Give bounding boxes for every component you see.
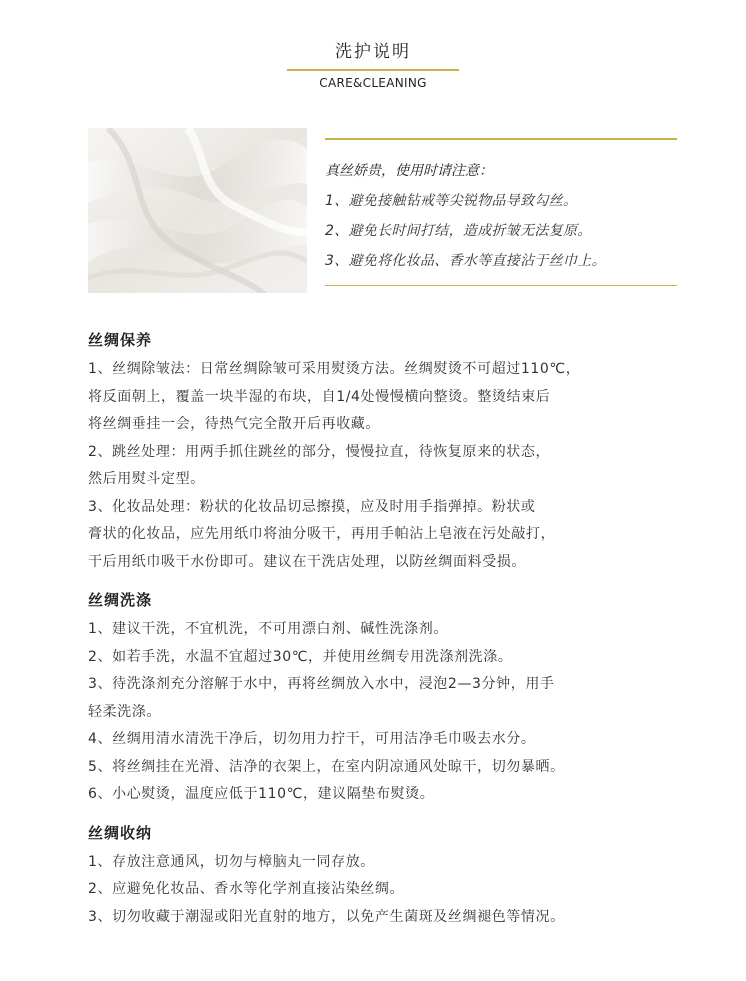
page-title: 洗护说明 xyxy=(335,42,411,62)
section-heading: 丝绸洗涤 xyxy=(88,591,153,609)
section-line: 1、存放注意通风，切勿与樟脑丸一同存放。 xyxy=(88,853,375,870)
notice-box xyxy=(325,138,677,286)
notice-title: 真丝娇贵，使用时请注意： xyxy=(325,162,493,179)
section-heading: 丝绸保养 xyxy=(88,331,153,349)
section-line: 轻柔洗涤。 xyxy=(88,703,161,720)
section-line: 2、跳丝处理：用两手抓住跳丝的部分，慢慢拉直，待恢复原来的状态， xyxy=(88,443,551,460)
section-line: 将反面朝上，覆盖一块半湿的布块，自1/4处慢慢横向整烫。整烫结束后 xyxy=(88,388,551,405)
section-heading: 丝绸收纳 xyxy=(88,823,153,842)
section-line: 1、丝绸除皱法：日常丝绸除皱可采用熨烫方法。丝绸熨烫不可超过110℃， xyxy=(88,361,581,377)
section-line: 3、化妆品处理：粉状的化妆品切忌擦摸，应及时用手指弹掉。粉状或 xyxy=(88,498,536,515)
section-line: 4、丝绸用清水清洗干净后，切勿用力拧干，可用洁净毛巾吸去水分。 xyxy=(88,731,536,747)
title-underline xyxy=(287,69,459,71)
section-line: 2、如若手洗，水温不宜超过30℃，并使用丝绸专用洗涤剂洗涤。 xyxy=(88,648,513,665)
section-line: 3、待洗涤剂充分溶解于水中，再将丝绸放入水中，浸泡2—3分钟，用手 xyxy=(88,676,555,692)
section-line: 3、切勿收藏于潮湿或阳光直射的地方，以免产生菌斑及丝绸褪色等情况。 xyxy=(88,908,565,925)
section-line: 1、建议干洗，不宜机洗，不可用漂白剂、碱性洗涤剂。 xyxy=(88,621,448,637)
section-line: 5、将丝绸挂在光滑、洁净的衣架上，在室内阴凉通风处晾干，切勿暴晒。 xyxy=(88,758,565,775)
header xyxy=(0,40,746,91)
section-line: 6、小心熨烫，温度应低于110℃，建议隔垫布熨烫。 xyxy=(88,786,435,802)
notice-top-rule xyxy=(325,138,677,140)
section-line: 将丝绸垂挂一会，待热气完全散开后再收藏。 xyxy=(88,416,380,432)
care-content xyxy=(88,330,688,931)
notice-item: 2、避免长时间打结，造成折皱无法复原。 xyxy=(325,222,592,239)
section-line: 然后用熨斗定型。 xyxy=(88,471,205,487)
notice-bottom-rule xyxy=(325,285,677,287)
section-washing xyxy=(88,590,688,809)
section-line: 2、应避免化妆品、香水等化学剂直接沾染丝绸。 xyxy=(88,881,405,897)
page-subtitle: CARE&CLEANING xyxy=(319,76,427,90)
section-line: 干后用纸巾吸干水份即可。建议在干洗店处理，以防丝绸面料受损。 xyxy=(88,553,526,570)
notice-item: 1、避免接触钻戒等尖锐物品导致勾丝。 xyxy=(325,192,578,209)
silk-fabric-image xyxy=(88,128,307,293)
section-storage xyxy=(88,823,688,932)
section-line: 膏状的化妆品，应先用纸巾将油分吸干，再用手帕沾上皂液在污处敲打， xyxy=(88,526,556,542)
notice-item: 3、避免将化妆品、香水等直接沾于丝巾上。 xyxy=(325,252,606,269)
section-maintenance xyxy=(88,330,688,576)
silk-fabric-icon xyxy=(88,128,307,293)
